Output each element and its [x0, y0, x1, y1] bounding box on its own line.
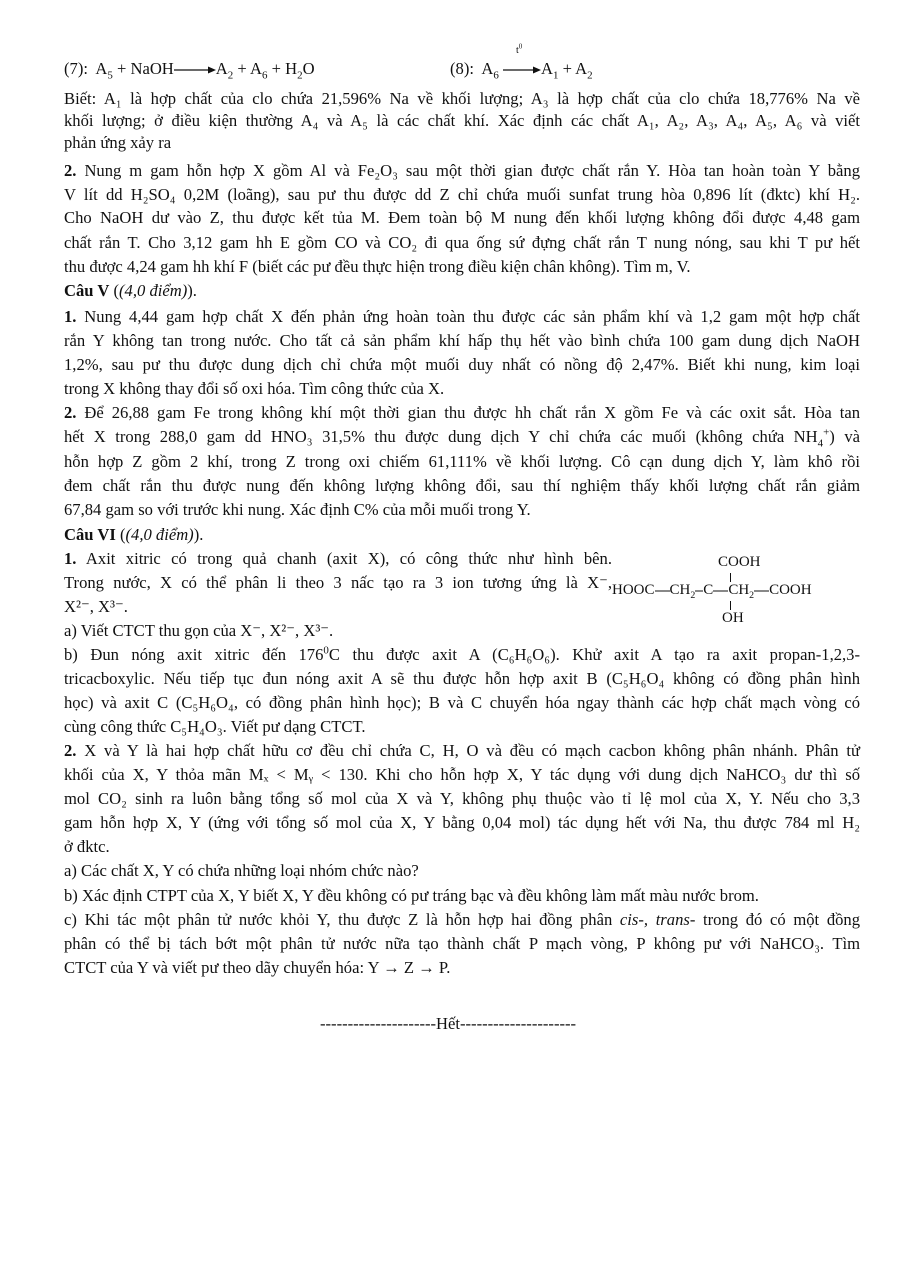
- question-number: 2.: [64, 161, 77, 180]
- paragraph-line: CTCT của Y và viết pư theo dãy chuyển hóa: Y → Z → P.: [64, 958, 451, 977]
- paragraph-line: cùng công thức C₅H₄O₃. Viết pư dạng CTCT.: [64, 717, 366, 736]
- paragraph-line: a) Các chất X, Y có chứa những loại nhóm chức nào?: [64, 861, 419, 880]
- paragraph-line: chất rắn T. Cho 3,12 gam hh E gồm CO và CO₂ đi qua ống sứ đựng chất rắn T nung nóng, sau khi T pư hết: [64, 233, 860, 252]
- paragraph-line: tricacboxylic. Nếu tiếp tục đun nóng axit A sẽ thu được hỗn hợp axit B (C₅H₆O₄ không có đồng phân hình: [64, 669, 860, 688]
- section-heading: Câu VI ((4,0 điểm)).: [64, 525, 204, 544]
- section-heading: Câu V ((4,0 điểm)).: [64, 281, 197, 300]
- paragraph-line: Trong nước, X có thể phân li theo 3 nấc tạo ra 3 ion tương ứng là X⁻,: [64, 573, 612, 592]
- paragraph-line: học) và axit C (C₅H₆O₄, có đồng phân hình học); B và C chuyển hóa ngay thành các hợp chất mạch vòng có: [64, 693, 860, 712]
- paragraph-line: trong X không thay đổi số oxi hóa. Tìm công thức của X.: [64, 379, 445, 398]
- structure-top-cooh: COOH: [718, 554, 761, 570]
- paragraph-line: Biết: A₁ là hợp chất của clo chứa 21,596% Na về khối lượng; A₃ là hợp chất của clo chứa 18,776% Na về: [64, 89, 860, 108]
- paragraph-line: b) Đun nóng axit xitric đến $176^0C$ thu được axit A (C₆H₆O₆). Khử axit A tạo ra axit propan-1,2,3-: [64, 644, 860, 664]
- paragraph-line: hết X trong 288,0 gam dd HNO₃ 31,5% thu được dung dịch Y chỉ chứa các muối (không chứa $NH_4^+$) và: [64, 426, 860, 450]
- reaction-arrow-icon: [174, 64, 216, 76]
- paragraph-line: 2. Nung m gam hỗn hợp X gồm Al và Fe₂O₃ sau một thời gian được chất rắn Y. Hòa tan hoàn toàn Y bằng: [64, 161, 860, 180]
- paragraph-line: ở đktc.: [64, 837, 110, 856]
- paragraph-line: hỗn hợp Z gồm 2 khí, trong Z trong oxi chiếm 61,111% về khối lượng. Cô cạn dung dịch Y, làm khô rồi: [64, 452, 860, 471]
- paragraph-line: 2. X và Y là hai hợp chất hữu cơ đều chỉ chứa C, H, O và đều có mạch cacbon không phân nhánh. Phân tử: [64, 741, 860, 760]
- paragraph-line: 1. Nung 4,44 gam hợp chất X đến phản ứng hoàn toàn thu được các sản phẩm khí và 1,2 gam một hợp chất: [64, 307, 860, 326]
- paragraph-line: rắn Y không tan trong nước. Cho tất cả sản phẩm khí hấp thụ hết vào bình chứa 100 gam dung dịch NaOH: [64, 331, 860, 350]
- paragraph-line: 67,84 gam so với trước khi nung. Xác định C% của mỗi muối trong Y.: [64, 500, 531, 519]
- citric-acid-structure: [612, 554, 860, 634]
- end-marker: ---------------------Hết---------------------: [320, 1014, 577, 1033]
- structure-bottom-oh: OH: [722, 610, 744, 626]
- paragraph-line: a) Viết CTCT thu gọn của X⁻, X²⁻, X³⁻.: [64, 621, 334, 640]
- paragraph-line: khối lượng; ở điều kiện thường A₄ và A₅ là các chất khí. Xác định các chất A₁, A₂, A₃, A₄, A₅, A₆ và viết: [64, 111, 860, 130]
- paragraph-line: khối của X, Y thỏa mãn Mₓ < Mᵧ < 130. Khi cho hỗn hợp X, Y tác dụng với dung dịch NaHCO₃ dư thì số: [64, 765, 860, 784]
- paragraph-line: b) Xác định CTPT của X, Y biết X, Y đều không có pư tráng bạc và đều không làm mất màu nước brom.: [64, 886, 759, 905]
- bond-vertical-bottom: [730, 601, 731, 610]
- paragraph-line: đem chất rắn thu được nung đến không lượng không đổi, sau thí nghiệm thấy khối lượng chất rắn giảm: [64, 476, 860, 495]
- paragraph-line: V lít dd H₂SO₄ 0,2M (loãng), sau pư thu được dd Z chỉ chứa muối sunfat trung hòa 0,896 lít (đktc) khí H₂.: [64, 185, 860, 204]
- paragraph-line: phân có thể bị tách bớt một phân tử nước nữa tạo thành chất P mạch vòng, P không pư với NaHCO₃. Tìm: [64, 934, 860, 953]
- equation-8: (8): $A_6$ $t^0$ $A_1 + A_2$: [450, 42, 593, 82]
- paragraph-line: Cho NaOH dư vào Z, thu được kết tủa M. Đem toàn bộ M nung đến khối lượng không đổi được 4,48 gam: [64, 208, 860, 227]
- paragraph-line: mol CO₂ sinh ra luôn bằng tổng số mol của X và Y, không phụ thuộc vào tỉ lệ mol của X, Y. Nếu cho 3,3: [64, 789, 860, 808]
- reaction-arrow-heat-icon: [503, 64, 541, 76]
- paragraph-line: 1,2%, sau pư thu được dung dịch chỉ chứa một muối duy nhất có nồng độ 2,47%. Biết khi nung, kim loại: [64, 355, 860, 374]
- paragraph-line: thu được 4,24 gam hh khí F (biết các pư đều thực hiện trong điều kiện chân không). Tìm m, V.: [64, 257, 691, 276]
- paragraph-line: 2. Để 26,88 gam Fe trong không khí một thời gian thu được hh chất rắn X gồm Fe và các oxit sắt. Hòa tan: [64, 403, 860, 422]
- paragraph-line: 1. Axit xitric có trong quả chanh (axit X), có công thức như hình bên.: [64, 549, 612, 568]
- bond-vertical-top: [730, 573, 731, 582]
- paragraph-line: X²⁻, X³⁻.: [64, 597, 128, 616]
- equation-7: (7): $A_5$ + NaOH $A_2 + A_6 + H_2O$: [64, 59, 315, 82]
- paragraph-line: gam hỗn hợp X, Y (ứng với tổng số mol của X, Y bằng 0,04 mol) tác dụng hết với Na, thu được 784 ml H₂: [64, 813, 860, 832]
- structure-main-chain: HOOC $CH_2$ C $CH_2$ COOH: [612, 582, 812, 601]
- paragraph-line: phản ứng xảy ra: [64, 133, 172, 152]
- paragraph-line: c) Khi tác một phân tử nước khỏi Y, thu được Z là hỗn hợp hai đồng phân cis-, trans- trong đó có một đồng: [64, 910, 861, 929]
